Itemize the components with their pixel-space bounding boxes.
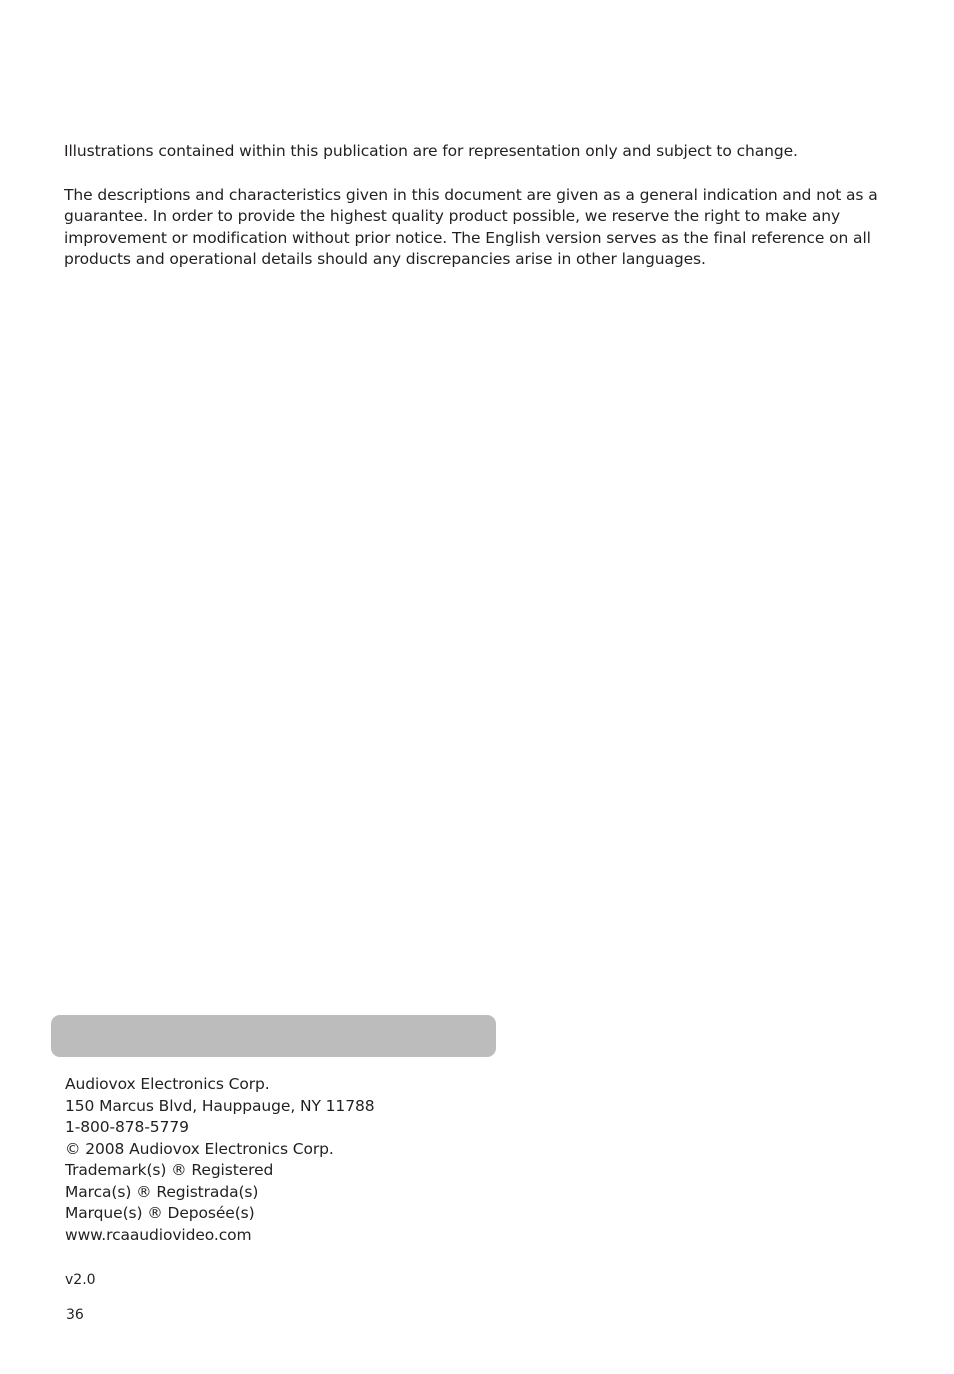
- trademark-french: Marque(s) ® Deposée(s): [65, 1204, 255, 1222]
- company-name: Audiovox Electronics Corp.: [65, 1075, 270, 1093]
- illustrations-disclaimer: Illustrations contained within this publication are for representation only and subject to change.: [64, 142, 798, 160]
- descriptions-disclaimer: The descriptions and characteristics given in this document are given as a general indication and not as a guarantee. In order to provide the highest quality product possible, we reserve the right to make any improvement or modification without prior notice. The English version serves as the final reference on all products and operational details should any discrepancies arise in other languages.: [64, 185, 878, 268]
- disclaimer-notice: [64, 141, 884, 271]
- decorative-gray-bar: [51, 1015, 496, 1057]
- street-address: 150 Marcus Blvd, Hauppauge, NY 11788: [65, 1096, 375, 1115]
- trademark-spanish: Marca(s) ® Registrada(s): [65, 1182, 259, 1201]
- website-url: www.rcaaudiovideo.com: [65, 1225, 252, 1244]
- page-number: 36: [66, 1307, 84, 1323]
- copyright-line: © 2008 Audiovox Electronics Corp.: [65, 1139, 334, 1158]
- trademark-english: Trademark(s) ® Registered: [65, 1161, 274, 1179]
- version-label: v2.0: [65, 1272, 96, 1288]
- phone-number: 1-800-878-5779: [65, 1118, 189, 1136]
- company-address-block: [65, 1074, 485, 1246]
